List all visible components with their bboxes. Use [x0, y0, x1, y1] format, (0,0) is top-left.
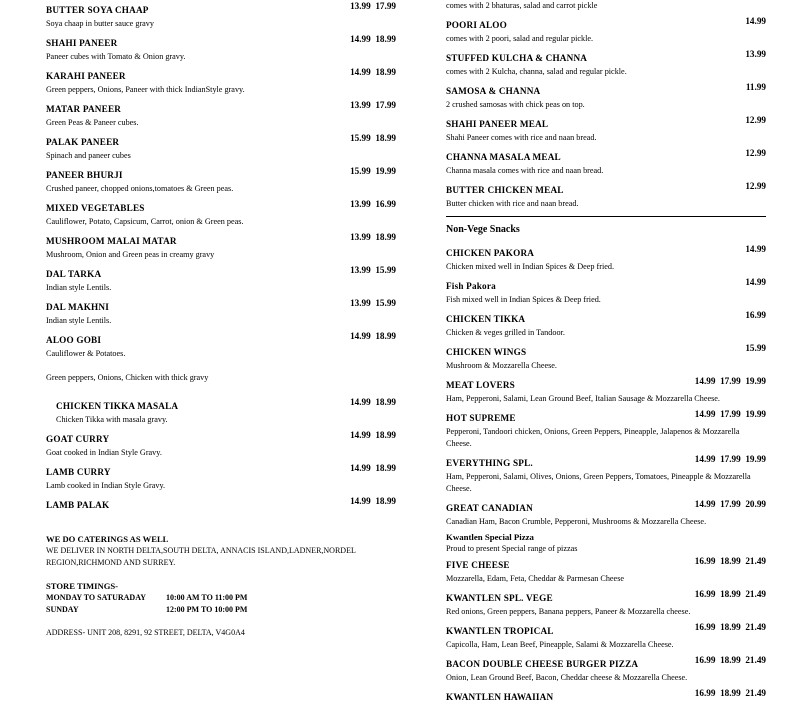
menu-item: [46, 33, 396, 63]
item-prices: 16.99: [745, 310, 766, 320]
item-prices: 13.99 16.99: [350, 199, 396, 209]
item-desc: Paneer cubes with Tomato & Onion gravy.: [46, 52, 186, 61]
item-desc: Mushroom & Mozzarella Cheese.: [446, 361, 557, 370]
item-desc: Channa masala comes with rice and naan bread.: [446, 166, 604, 175]
item-prices: 14.99 18.99: [350, 331, 396, 341]
item-name: POORI ALOO: [446, 20, 507, 30]
item-name: GREAT CANADIAN: [446, 503, 533, 513]
item-desc: Green peppers, Onions, Chicken with thick gravy: [46, 373, 209, 382]
item-name: MATAR PANEER: [46, 104, 122, 114]
catering-block: [46, 533, 396, 568]
item-name: CHANNA MASALA MEAL: [446, 152, 561, 162]
item-desc: Onion, Lean Ground Beef, Bacon, Cheddar cheese & Mozzarella Cheese.: [446, 673, 688, 682]
item-name: CHICKEN TIKKA: [446, 314, 526, 324]
menu-item: [46, 0, 396, 30]
item-desc: Indian style Lentils.: [46, 316, 112, 325]
menu-item: [446, 498, 766, 528]
menu-item: [446, 180, 766, 210]
item-desc: Red onions, Green peppers, Banana peppers, Paneer & Mozzarella cheese.: [446, 607, 691, 616]
item-prices: 13.99 18.99: [350, 232, 396, 242]
item-desc: Cauliflower, Potato, Capsicum, Carrot, onion & Green peas.: [46, 217, 244, 226]
item-name: KWANTLEN HAWAIIAN: [446, 692, 554, 702]
item-name: KWANTLEN SPL. VEGE: [446, 593, 553, 603]
item-desc: Canadian Ham, Bacon Crumble, Pepperoni, Mushrooms & Mozzarella Cheese.: [446, 517, 707, 526]
item-name: SHAHI PANEER: [46, 38, 118, 48]
item-prices: 14.99: [745, 16, 766, 26]
item-prices: 13.99 15.99: [350, 298, 396, 308]
menu-item: [446, 375, 766, 405]
item-name: KARAHI PANEER: [46, 71, 126, 81]
address-block: [46, 627, 396, 639]
subsection-desc: Proud to present Special range of pizzas: [446, 544, 578, 553]
section-title-nonvege: Non-Vege Snacks: [446, 224, 520, 235]
item-prices: 14.99 18.99: [350, 397, 396, 407]
subsection-title: Kwantlen Special Pizza: [446, 532, 534, 542]
item-name: EVERYTHING SPL.: [446, 458, 533, 468]
item-prices: 15.99 19.99: [350, 166, 396, 176]
item-desc: comes with 2 bhaturas, salad and carrot pickle: [446, 1, 598, 10]
item-prices: 14.99 17.99 19.99: [694, 454, 766, 464]
item-desc: Chicken & veges grilled in Tandoor.: [446, 328, 565, 337]
item-prices: 12.99: [745, 181, 766, 191]
item-name: SAMOSA & CHANNA: [446, 86, 541, 96]
item-desc: Capicolla, Ham, Lean Beef, Pineapple, Salami & Mozzarella Cheese.: [446, 640, 674, 649]
item-desc: Soya chaap in butter sauce gravy: [46, 19, 154, 28]
item-name: FIVE CHEESE: [446, 560, 510, 570]
item-name: MIXED VEGETABLES: [46, 203, 145, 213]
item-prices: 12.99: [745, 148, 766, 158]
menu-item: [446, 147, 766, 177]
item-prices: 15.99 18.99: [350, 133, 396, 143]
store-timings-block: [46, 580, 396, 615]
item-prices: 14.99 18.99: [350, 34, 396, 44]
item-name: PALAK PANEER: [46, 137, 120, 147]
item-prices: 14.99 18.99: [350, 463, 396, 473]
address-line: ADDRESS- UNIT 208, 8291, 92 STREET, DELTA, V4G0A4: [46, 628, 245, 637]
item-name: BACON DOUBLE CHEESE BURGER PIZZA: [446, 659, 639, 669]
item-name: MUSHROOM MALAI MATAR: [46, 236, 177, 246]
item-prices: 14.99: [745, 277, 766, 287]
menu-item: [46, 198, 396, 228]
item-prices: 13.99 17.99: [350, 1, 396, 11]
catering-line-1: WE DELIVER IN NORTH DELTA,SOUTH DELTA, ANNACIS ISLAND,LADNER,NORDEL: [46, 546, 356, 555]
menu-item: [446, 0, 766, 12]
item-name: DAL TARKA: [46, 269, 102, 279]
item-prices: 14.99 18.99: [350, 496, 396, 506]
item-name: DAL MAKHNI: [46, 302, 109, 312]
spacer: [46, 363, 396, 372]
menu-item: [46, 231, 396, 261]
item-desc: Fish mixed well in Indian Spices & Deep fried.: [446, 295, 601, 304]
item-desc: Crushed paneer, chopped onions,tomatoes & Green peas.: [46, 184, 234, 193]
menu-item: [446, 48, 766, 78]
right-column: [446, 0, 766, 705]
item-desc: 2 crushed samosas with chick peas on top.: [446, 100, 585, 109]
item-desc: Pepperoni, Tandoori chicken, Onions, Green Peppers, Pineapple, Jalapenos & Mozzarella Cheese.: [446, 427, 740, 448]
item-prices: 13.99: [745, 49, 766, 59]
menu-item: [46, 495, 396, 513]
item-prices: 16.99 18.99 21.49: [694, 556, 766, 566]
menu-item: [46, 429, 396, 459]
item-desc: Goat cooked in Indian Style Gravy.: [46, 448, 162, 457]
item-desc: Chicken Tikka with masala gravy.: [56, 415, 168, 424]
item-prices: 14.99: [745, 244, 766, 254]
item-prices: 16.99 18.99 21.49: [694, 688, 766, 698]
item-name: KWANTLEN TROPICAL: [446, 626, 554, 636]
item-desc: Green Peas & Paneer cubes.: [46, 118, 139, 127]
menu-item: [446, 243, 766, 273]
menu-item: [46, 132, 396, 162]
hours-days: MONDAY TO SATURADAY: [46, 593, 147, 602]
item-desc: Chicken mixed well in Indian Spices & Deep fried.: [446, 262, 615, 271]
item-prices: 16.99 18.99 21.49: [694, 589, 766, 599]
item-prices: 14.99 17.99 19.99: [694, 409, 766, 419]
menu-item: [46, 372, 396, 384]
item-prices: 12.99: [745, 115, 766, 125]
item-name: GOAT CURRY: [46, 434, 110, 444]
item-desc: Shahi Paneer comes with rice and naan bread.: [446, 133, 597, 142]
item-prices: 13.99 15.99: [350, 265, 396, 275]
item-prices: 15.99: [745, 343, 766, 353]
item-desc: Butter chicken with rice and naan bread.: [446, 199, 579, 208]
hours-row: [46, 604, 396, 616]
menu-item: [46, 264, 396, 294]
catering-heading: WE DO CATERINGS AS WELL: [46, 534, 169, 544]
menu-item: [46, 99, 396, 129]
item-name: STUFFED KULCHA & CHANNA: [446, 53, 588, 63]
item-name: CHICKEN WINGS: [446, 347, 527, 357]
item-prices: 13.99 17.99: [350, 100, 396, 110]
item-desc: Ham, Pepperoni, Salami, Olives, Onions, Green Peppers, Tomatoes, Pineapple & Mozzarella Cheese.: [446, 472, 751, 493]
item-desc: Green peppers, Onions, Paneer with thick IndianStyle gravy.: [46, 85, 245, 94]
item-name: BUTTER CHICKEN MEAL: [446, 185, 564, 195]
hours-days: SUNDAY: [46, 604, 79, 614]
item-name: HOT SUPREME: [446, 413, 516, 423]
item-prices: 14.99 17.99 19.99: [694, 376, 766, 386]
item-name: BUTTER SOYA CHAAP: [46, 5, 149, 15]
menu-item: [46, 66, 396, 96]
item-desc: Mushroom, Onion and Green peas in creamy gravy: [46, 250, 215, 259]
menu-item: [46, 462, 396, 492]
item-name: SHAHI PANEER MEAL: [446, 119, 549, 129]
hours-time: 10:00 AM TO 11:00 PM: [166, 593, 248, 602]
menu-item: [446, 276, 766, 306]
item-prices: 14.99 18.99: [350, 430, 396, 440]
item-name: MEAT LOVERS: [446, 380, 515, 390]
item-desc: Lamb cooked in Indian Style Gravy.: [46, 481, 166, 490]
item-name: CHICKEN TIKKA MASALA: [56, 401, 179, 411]
item-name: Fish Pakora: [446, 281, 496, 291]
footer: [46, 533, 396, 639]
menu-item: [446, 114, 766, 144]
menu-item: [446, 588, 766, 618]
item-name: ALOO GOBI: [46, 335, 102, 345]
menu-item: [446, 621, 766, 651]
menu-item: [446, 555, 766, 585]
menu-item: [446, 408, 766, 450]
hours-row: [46, 592, 396, 604]
item-desc: Spinach and paneer cubes: [46, 151, 131, 160]
item-desc: Mozzarella, Edam, Feta, Cheddar & Parmesan Cheese: [446, 574, 625, 583]
section-divider: [446, 216, 766, 217]
menu-item: [446, 687, 766, 705]
store-timings-heading: STORE TIMINGS-: [46, 581, 119, 591]
item-desc: Ham, Pepperoni, Salami, Lean Ground Beef, Italian Sausage & Mozzarella Cheese.: [446, 394, 720, 403]
item-desc: Indian style Lentils.: [46, 283, 112, 292]
spacer: [46, 387, 396, 396]
menu-item: [46, 396, 396, 426]
item-desc: comes with 2 Kulcha, channa, salad and regular pickle.: [446, 67, 627, 76]
item-name: PANEER BHURJI: [46, 170, 123, 180]
menu-item: [446, 309, 766, 339]
menu-item: [46, 297, 396, 327]
catering-line-2: REGION,RICHMOND AND SURREY.: [46, 557, 176, 567]
item-prices: 14.99 18.99: [350, 67, 396, 77]
left-column: [46, 0, 396, 651]
item-desc: comes with 2 poori, salad and regular pickle.: [446, 34, 594, 43]
item-prices: 11.99: [745, 82, 766, 92]
menu-item: [446, 81, 766, 111]
item-name: LAMB PALAK: [46, 500, 110, 510]
item-name: CHICKEN PAKORA: [446, 248, 535, 258]
menu-item: [46, 330, 396, 360]
item-name: LAMB CURRY: [46, 467, 111, 477]
item-prices: 16.99 18.99 21.49: [694, 655, 766, 665]
menu-item: [46, 165, 396, 195]
item-prices: 16.99 18.99 21.49: [694, 622, 766, 632]
menu-item: [446, 15, 766, 45]
menu-item: [446, 342, 766, 372]
hours-time: 12:00 PM TO 10:00 PM: [166, 604, 248, 614]
item-prices: 14.99 17.99 20.99: [694, 499, 766, 509]
menu-item: [446, 453, 766, 495]
menu-item: [446, 654, 766, 684]
item-desc: Cauliflower & Potatoes.: [46, 349, 126, 358]
